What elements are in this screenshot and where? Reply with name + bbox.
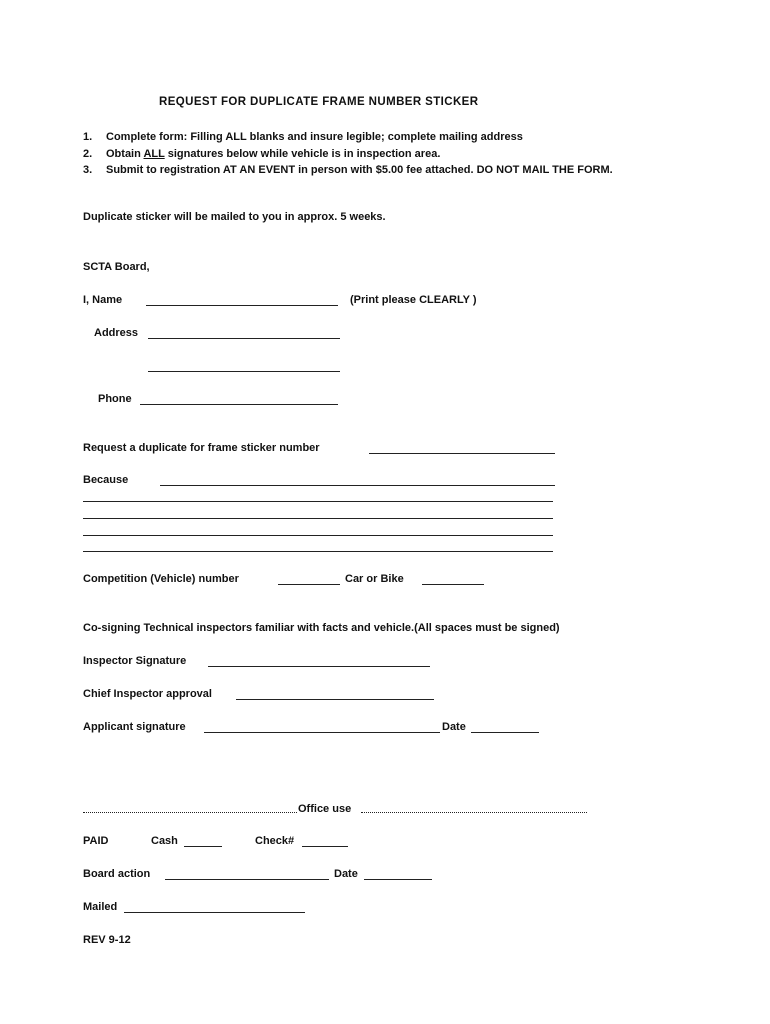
- board-date-label: Date: [334, 868, 358, 880]
- cash-label: Cash: [151, 835, 178, 847]
- salutation: SCTA Board,: [83, 261, 150, 273]
- because-label: Because: [83, 474, 129, 486]
- office-use-divider-right: [361, 812, 587, 813]
- instruction-item: [83, 146, 691, 163]
- applicant-signature-label: Applicant signature: [83, 721, 186, 733]
- mailed-field[interactable]: [124, 912, 305, 913]
- paid-label: PAID: [83, 835, 109, 847]
- board-action-label: Board action: [83, 868, 151, 880]
- form-title: REQUEST FOR DUPLICATE FRAME NUMBER STICKER: [159, 96, 479, 108]
- car-bike-field[interactable]: [422, 584, 484, 585]
- instruction-number: 1.: [83, 131, 93, 143]
- because-field-line-4[interactable]: [83, 535, 553, 536]
- inspector-signature-label: Inspector Signature: [83, 655, 187, 667]
- mailed-label: Mailed: [83, 901, 118, 913]
- instruction-text-before: Obtain: [106, 147, 144, 160]
- because-field-line-1[interactable]: [160, 485, 555, 486]
- instructions-list: [83, 129, 691, 179]
- instruction-text: Submit to registration AT AN EVENT in person with $5.00 fee attached. DO NOT MAIL THE FORM.: [106, 164, 613, 176]
- applicant-signature-field[interactable]: [204, 732, 440, 733]
- phone-label: Phone: [98, 393, 132, 405]
- because-field-line-3[interactable]: [83, 518, 553, 519]
- instruction-item: [83, 162, 691, 179]
- inspector-signature-field[interactable]: [208, 666, 430, 667]
- cosign-instructions: Co-signing Technical inspectors familiar with facts and vehicle.(All spaces must be signed): [83, 622, 560, 634]
- board-action-field[interactable]: [165, 879, 329, 880]
- phone-field[interactable]: [140, 404, 338, 405]
- name-hint: (Print please CLEARLY ): [350, 294, 477, 306]
- instruction-item: [83, 129, 691, 146]
- instruction-number: 2.: [83, 147, 93, 160]
- instruction-text-after: signatures below while vehicle is in inspection area.: [164, 147, 441, 160]
- because-field-line-5[interactable]: [83, 551, 553, 552]
- chief-inspector-field[interactable]: [236, 699, 434, 700]
- car-bike-label: Car or Bike: [345, 573, 404, 585]
- competition-label: Competition (Vehicle) number: [83, 573, 239, 585]
- because-field-line-2[interactable]: [83, 501, 553, 502]
- request-label: Request a duplicate for frame sticker number: [83, 442, 320, 454]
- check-label: Check#: [255, 835, 295, 847]
- check-number-field[interactable]: [302, 846, 348, 847]
- frame-sticker-number-field[interactable]: [369, 453, 555, 454]
- address-label: Address: [94, 327, 139, 339]
- instruction-emphasis: ALL: [143, 147, 165, 160]
- address-field-line-1[interactable]: [148, 338, 340, 339]
- competition-number-field[interactable]: [278, 584, 340, 585]
- cash-field[interactable]: [184, 846, 222, 847]
- office-use-divider-left: [83, 812, 297, 813]
- address-field-line-2[interactable]: [148, 371, 340, 372]
- name-field[interactable]: [146, 305, 338, 306]
- applicant-date-label: Date: [442, 721, 466, 733]
- office-use-label: Office use: [298, 803, 352, 815]
- instruction-text: Complete form: Filling ALL blanks and insure legible; complete mailing address: [106, 131, 523, 143]
- board-date-field[interactable]: [364, 879, 432, 880]
- instruction-number: 3.: [83, 164, 93, 176]
- mail-notice: Duplicate sticker will be mailed to you in approx. 5 weeks.: [83, 211, 386, 223]
- applicant-date-field[interactable]: [471, 732, 539, 733]
- name-label: I, Name: [83, 294, 123, 306]
- revision-label: REV 9-12: [83, 934, 131, 946]
- chief-inspector-label: Chief Inspector approval: [83, 688, 212, 700]
